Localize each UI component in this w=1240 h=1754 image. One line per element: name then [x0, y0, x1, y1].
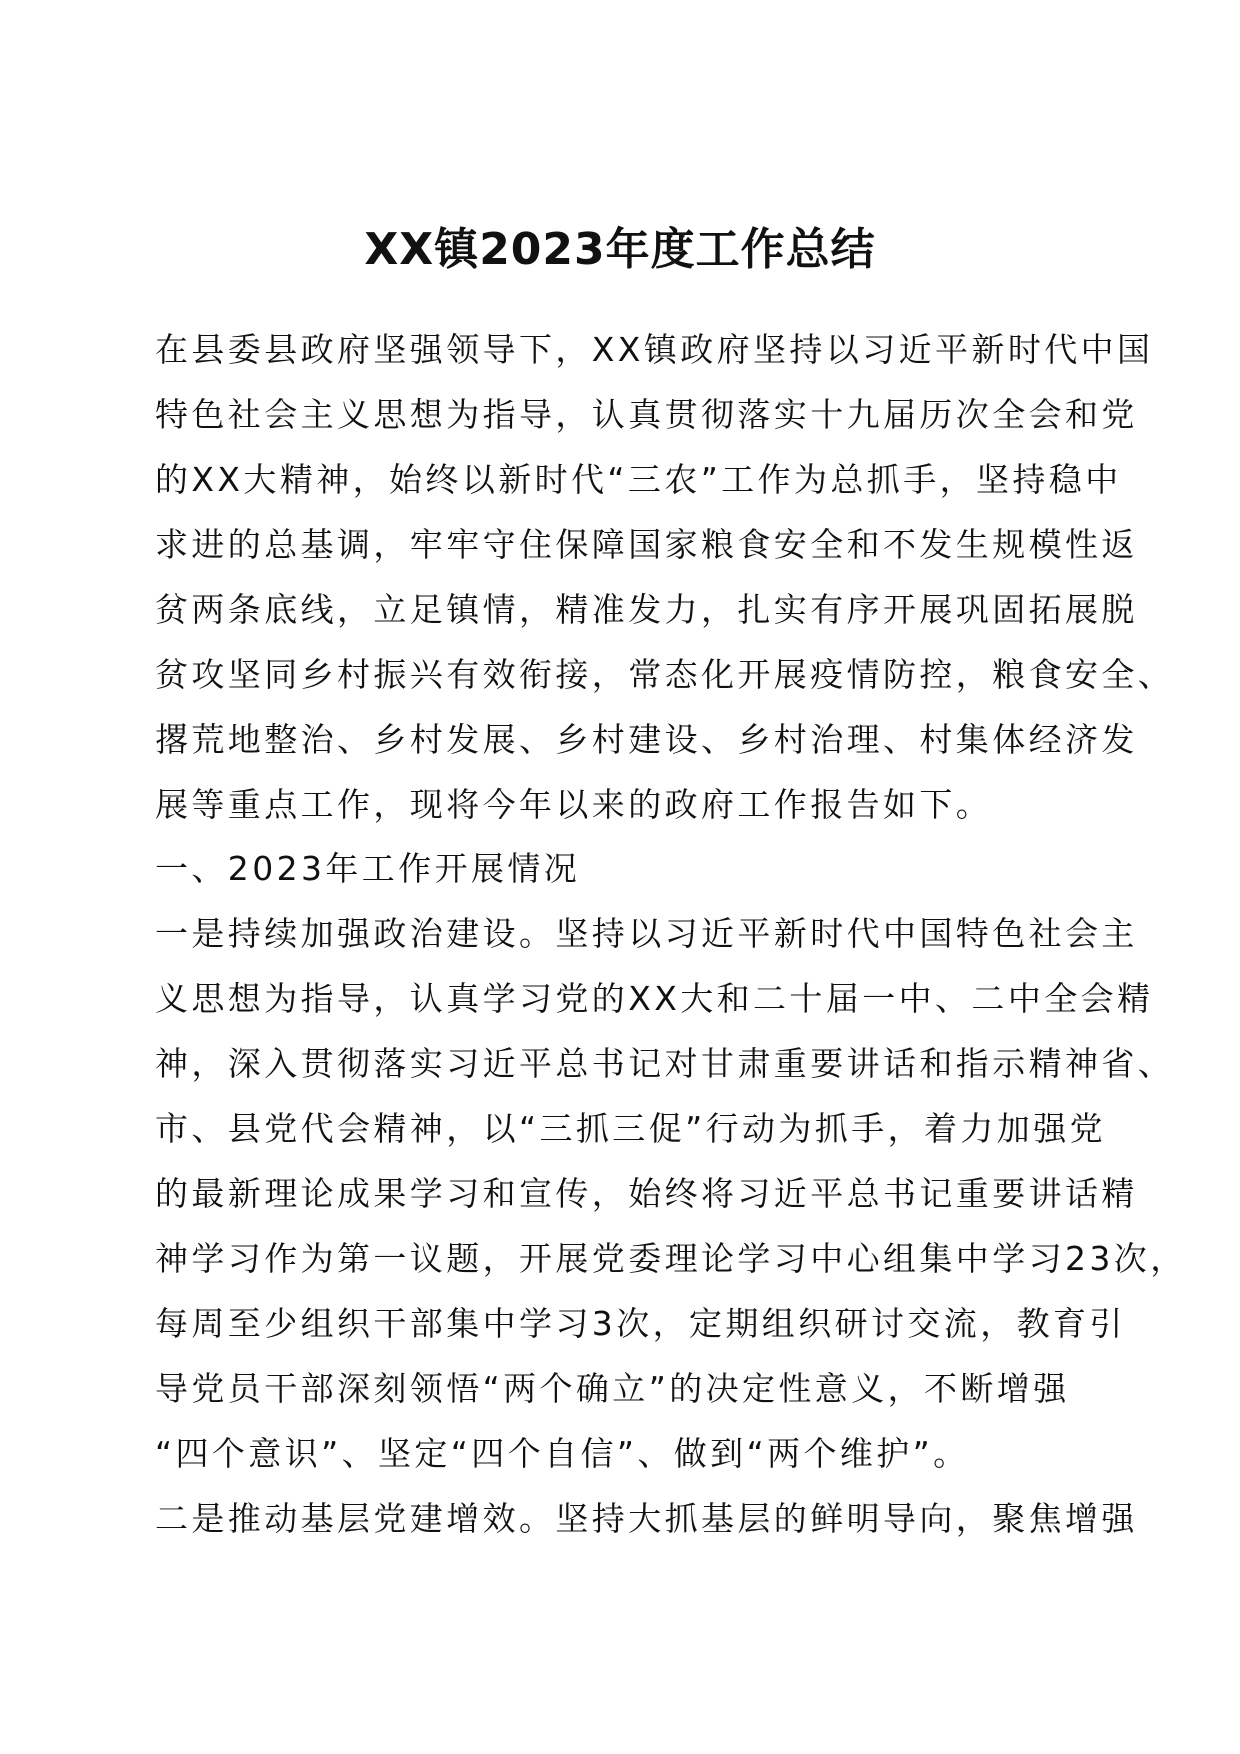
body-line: 特色社会主义思想为指导，认真贯彻落实十九届历次全会和党	[155, 395, 1138, 434]
body-line: 的XX大精神，始终以新时代“三农”工作为总抓手，坚持稳中	[155, 460, 1122, 499]
body-line: 贫攻坚同乡村振兴有效衔接，常态化开展疫情防控，粮食安全、	[155, 655, 1175, 694]
body-line: 神学习作为第一议题，开展党委理论学习中心组集中学习23次，	[155, 1239, 1187, 1278]
body-line: 在县委县政府坚强领导下，XX镇政府坚持以习近平新时代中国	[155, 330, 1154, 369]
body-line: 一是持续加强政治建设。坚持以习近平新时代中国特色社会主	[155, 914, 1138, 953]
body-line: 市、县党代会精神，以“三抓三促”行动为抓手，着力加强党	[155, 1109, 1106, 1148]
body-line: 导党员干部深刻领悟“两个确立”的决定性意义，不断增强	[155, 1369, 1070, 1408]
body-line: “四个意识”、坚定“四个自信”、做到“两个维护”。	[155, 1434, 970, 1473]
body-line: 每周至少组织干部集中学习3次，定期组织研讨交流，教育引	[155, 1304, 1126, 1343]
body-line: 义思想为指导，认真学习党的XX大和二十届一中、二中全会精	[155, 979, 1154, 1018]
body-line: 神，深入贯彻落实习近平总书记对甘肃重要讲话和指示精神省、	[155, 1044, 1175, 1083]
section-heading: 一、2023年工作开展情况	[155, 849, 581, 888]
body-line: 求进的总基调，牢牢守住保障国家粮食安全和不发生规模性返	[155, 525, 1138, 564]
body-line: 展等重点工作，现将今年以来的政府工作报告如下。	[155, 785, 993, 824]
body-line: 的最新理论成果学习和宣传，始终将习近平总书记重要讲话精	[155, 1174, 1138, 1213]
body-line: 撂荒地整治、乡村发展、乡村建设、乡村治理、村集体经济发	[155, 720, 1138, 759]
body-line: 二是推动基层党建增效。坚持大抓基层的鲜明导向，聚焦增强	[155, 1499, 1138, 1538]
body-line: 贫两条底线，立足镇情，精准发力，扎实有序开展巩固拓展脱	[155, 590, 1138, 629]
document-title: XX镇2023年度工作总结	[364, 224, 876, 275]
